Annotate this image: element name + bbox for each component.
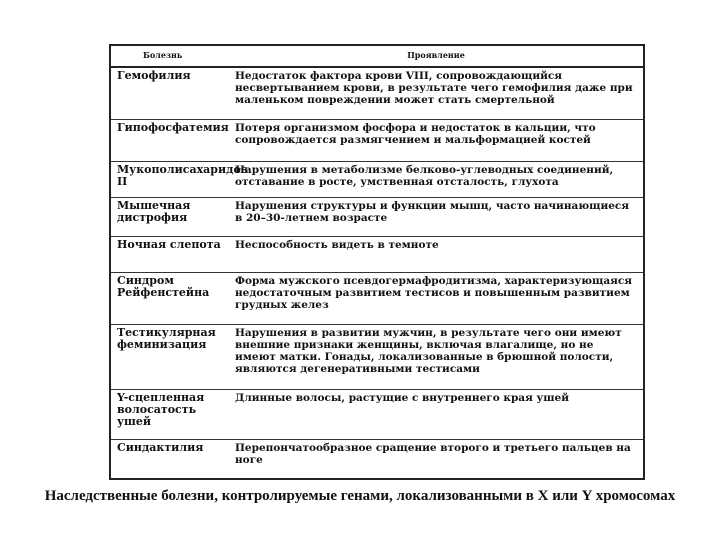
disease-cell: Синдром Рейфенстейна xyxy=(111,272,229,324)
table-row xyxy=(111,236,643,272)
manifestation-cell: Нарушения в метаболизме белково-углеводных соединений, отставание в росте, умственная отсталость, глухота xyxy=(229,162,643,198)
table-row xyxy=(111,119,643,161)
manifestation-cell: Неспособность видеть в темноте xyxy=(229,236,643,272)
manifestation-cell: Длинные волосы, растущие с внутреннего края ушей xyxy=(229,389,643,439)
disease-cell: Мышечная дистрофия xyxy=(111,198,229,236)
manifestation-cell: Форма мужского псевдогермафродитизма, характеризующаяся недостаточным развитием тестисов и повышенным развитием грудных желез xyxy=(229,272,643,324)
table-row xyxy=(111,272,643,324)
table-row xyxy=(111,325,643,389)
disease-cell: Мукополисахаридоз II xyxy=(111,162,229,198)
table-row xyxy=(111,67,643,119)
table-header-row xyxy=(111,46,643,67)
table-row xyxy=(111,440,643,478)
disease-cell: Ночная слепота xyxy=(111,236,229,272)
header-disease: Болезнь xyxy=(111,46,229,67)
disease-cell: Тестикулярная феминизация xyxy=(111,325,229,389)
disease-cell: Синдактилия xyxy=(117,441,204,455)
table-row xyxy=(111,198,643,236)
manifestation-cell: Нарушения в развитии мужчин, в результате чего они имеют внешние признаки женщины, включая влагалище, но не имеют матки. Гонады, локализованные в брюшной полости, являются дегенеративными тестисами xyxy=(229,325,643,389)
disease-cell: Гипофосфатемия xyxy=(111,119,229,161)
table-row xyxy=(111,162,643,198)
manifestation-cell: Нарушения структуры и функции мышц, часто начинающиеся в 20–30-летнем возрасте xyxy=(229,198,643,236)
disease-cell: Y-сцепленная волосатость ушей xyxy=(111,389,229,439)
disease-cell: Гемофилия xyxy=(111,67,229,119)
diseases-table xyxy=(111,46,643,478)
figure-caption: Наследственные болезни, контролируемые генами, локализованными в X или Y хромосомах xyxy=(44,488,676,504)
header-manifestation: Проявление xyxy=(229,46,643,67)
diseases-table-frame xyxy=(109,44,645,480)
manifestation-cell: Недостаток фактора крови VIII, сопровождающийся несвертыванием крови, в результате чего гемофилия даже при маленьком повреждении может стать смертельной xyxy=(229,67,643,119)
manifestation-cell: Потеря организмом фосфора и недостаток в кальции, что сопровождается размягчением и мальформацией костей xyxy=(229,119,643,161)
table-row xyxy=(111,389,643,439)
manifestation-cell: Перепончатообразное сращение второго и третьего пальцев на ноге xyxy=(235,442,631,467)
